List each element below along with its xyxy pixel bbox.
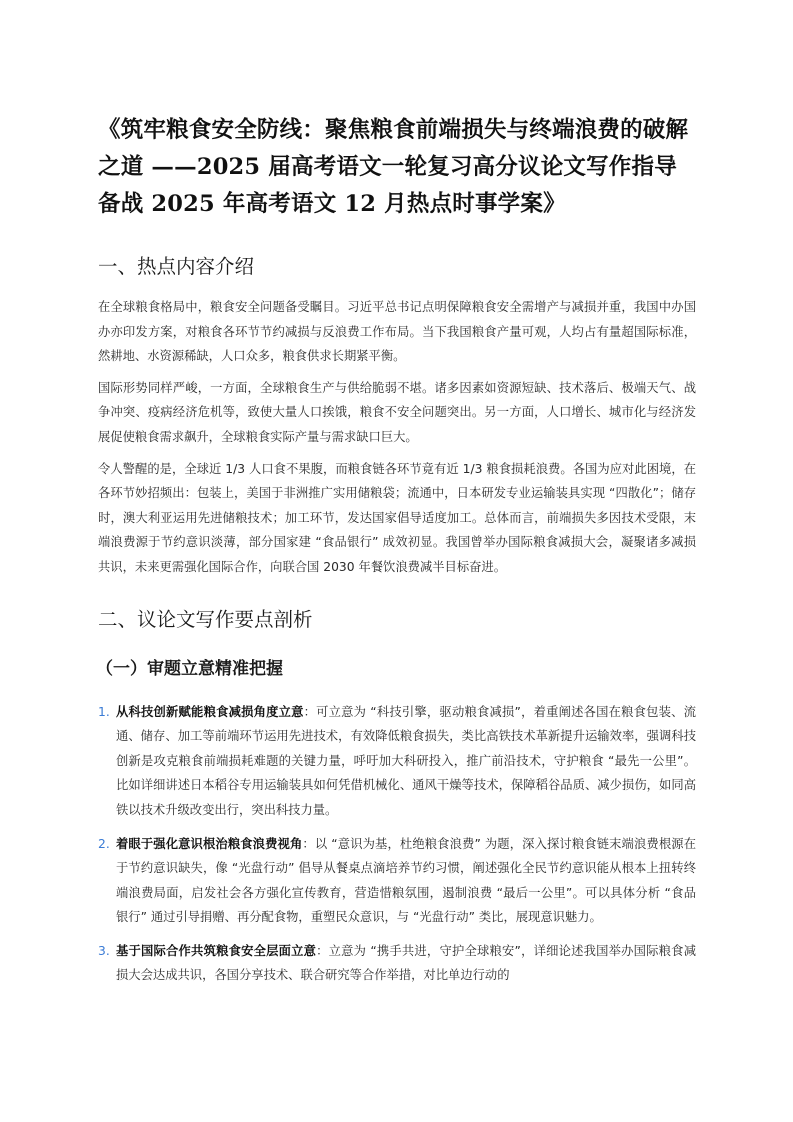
list-item [98, 700, 696, 823]
list-item-lead: 从科技创新赋能粮食减损角度立意 [116, 704, 304, 719]
section-heading-hotspot-intro: 一、热点内容介绍 [98, 255, 255, 278]
paragraph: 令人警醒的是，全球近 1/3 人口食不果腹，而粮食链各环节竟有近 1/3 粮食损耗浪费。各国为应对此困境，在各环节妙招频出：包装上，美国于非洲推广实用储粮袋；流通中，日本研发专业运输装具实现 “四散化”；储存时，澳大利亚运用先进储粮技术；加工环节，发达国家倡导适度加工。总体而言，前端损失多因技术受限，末端浪费源于节约意识淡薄，部分国家建 “食品银行” 成效初显。我国曾举办国际粮食减损大会，凝聚诸多减损共识，未来更需强化国际合作，向联合国 2030 年餐饮浪费减半目标奋进。 [98, 461, 696, 574]
list-item [98, 832, 696, 930]
list-item-text: ：可立意为 “科技引擎，驱动粮食减损”，着重阐述各国在粮食包装、流通、储存、加工等前端环节运用先进技术，有效降低粮食损失，类比高铁技术革新提升运输效率，强调科技创新是攻克粮食前端损耗难题的关键力量，呼吁加大科研投入，推广前沿技术，守护粮食 “最先一公里”。比如详细讲述日本稻谷专用运输装具如何凭借机械化、通风干燥等技术，保障稻谷品质、减少损伤，如同高铁以技术升级改变出行，突出科技力量。 [116, 704, 696, 817]
list-item-text: ：以 “意识为基，杜绝粮食浪费” 为题，深入探讨粮食链末端浪费根源在于节约意识缺失，像 “光盘行动” 倡导从餐桌点滴培养节约习惯，阐述强化全民节约意识能从根本上扭转终端浪费局面，启发社会各方强化宣传教育，营造惜粮氛围，遏制浪费 “最后一公里”。可以具体分析 “食品银行” 通过引导捐赠、再分配食物，重塑民众意识，与 “光盘行动” 类比，展现意识魅力。 [116, 836, 696, 925]
numbered-list [98, 700, 696, 989]
subsection-heading-topic-analysis: （一）审题立意精准把握 [96, 658, 283, 679]
list-number: 3. [98, 943, 110, 958]
paragraph: 国际形势同样严峻，一方面，全球粮食生产与供给脆弱不堪。诸多因素如资源短缺、技术落后、极端天气、战争冲突、疫病经济危机等，致使大量人口挨饿，粮食不安全问题突出。另一方面，人口增长、城市化与经济发展促使粮食需求飙升，全球粮食实际产量与需求缺口巨大。 [98, 380, 696, 444]
list-number: 1. [98, 704, 110, 719]
list-item [98, 939, 696, 988]
paragraph: 在全球粮食格局中，粮食安全问题备受瞩目。习近平总书记点明保障粮食安全需增产与减损并重，我国中办国办亦印发方案，对粮食各环节节约减损与反浪费工作布局。当下我国粮食产量可观，人均占有量超国际标准，然耕地、水资源稀缺，人口众多，粮食供求长期紧平衡。 [98, 300, 696, 364]
document-title: 《筑牢粮食安全防线：聚焦粮食前端损失与终端浪费的破解之道 ——2025 届高考语文一轮复习高分议论文写作指导备战 2025 年高考语文 12 月热点时事学案》 [98, 117, 689, 217]
list-number: 2. [98, 836, 110, 851]
list-item-text: ：立意为 “携手共进，守护全球粮安”，详细论述我国举办国际粮食减损大会达成共识，各国分享技术、联合研究等合作举措，对比单边行动的 [116, 943, 696, 983]
document-page [98, 112, 696, 988]
list-item-lead: 基于国际合作共筑粮食安全层面立意 [116, 943, 317, 958]
section-heading-writing-analysis: 二、议论文写作要点剖析 [98, 607, 313, 631]
list-item-lead: 着眼于强化意识根治粮食浪费视角 [116, 836, 303, 851]
